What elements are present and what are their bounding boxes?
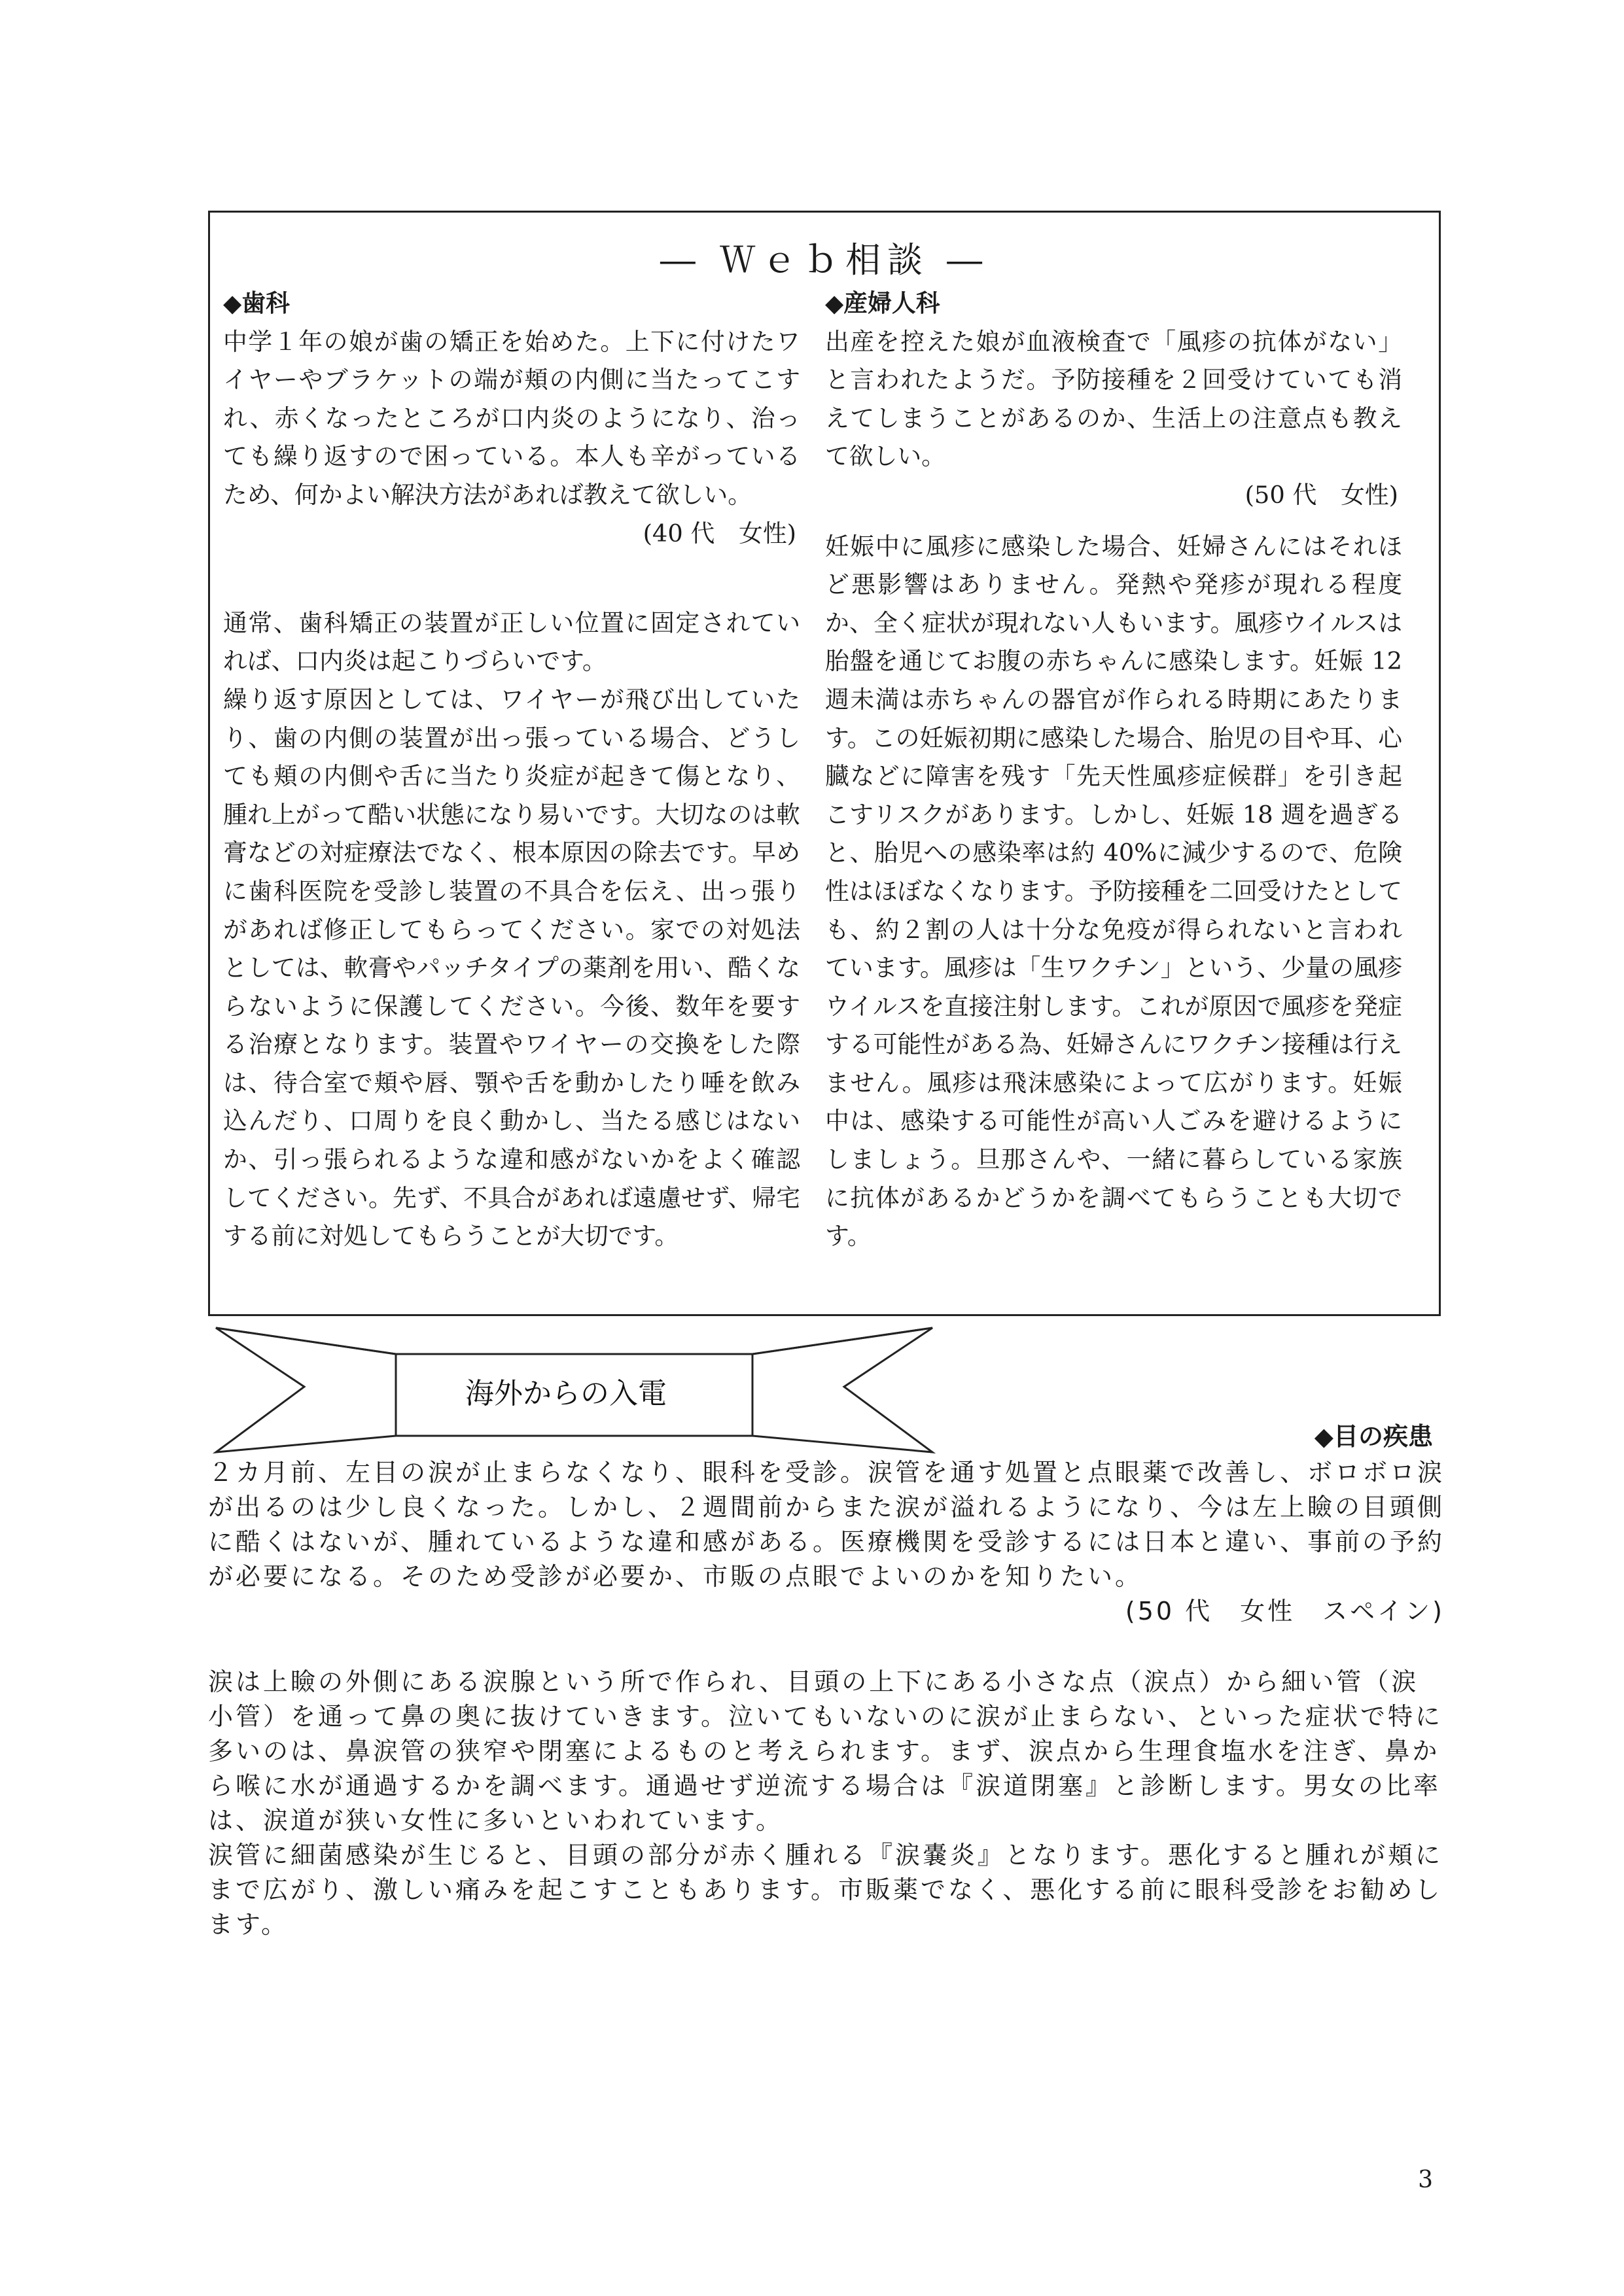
overseas-answer-p1: 涙は上瞼の外側にある涙腺という所で作られ、目頭の上下にある小さな点（涙点）から細い管（涙小管）を通って鼻の奥に抜けていきます。泣いてもいないのに涙が止まらない、といった症状で特に多いのは、鼻涙管の狭窄や閉塞によるものと考えられます。まず、涙点から生理食塩水を注ぎ、鼻から喉に水が通過するかを調べます。通過せず逆流する場合は『涙道閉塞』と診断します。男女の比率は、涙道が狭い女性に多いといわれています。 xyxy=(208,1667,1443,1835)
dental-asker: (40 代 女性) xyxy=(643,519,796,548)
ribbon-right-tail xyxy=(752,1328,932,1452)
overseas-asker: (50 代 女性 スペイン) xyxy=(1125,1597,1445,1626)
obgyn-answer: 妊娠中に風疹に感染した場合、妊婦さんにはそれほど悪影響はありません。発熱や発疹が現れる程度か、全く症状が現れない人もいます。風疹ウイルスは胎盤を通じてお腹の赤ちゃんに感染します。妊娠 12 週未満は赤ちゃんの器官が作られる時期にあたります。この妊娠初期に感染した場合、胎児の目や耳、心臓などに障害を残す「先天性風疹症候群」を引き起こすリスクがあります。しかし、妊娠 18 週を過ぎると、胎児への感染率は約 40%に減少するので、危険性はほぼなくなります。予防接種を二回受けたとしても、約２割の人は十分な免疫が得られないと言われています。風疹は「生ワクチン」という、少量の風疹ウイルスを直接注射します。これが原因で風疹を発症する可能性がある為、妊婦さんにワクチン接種は行えません。風疹は飛沫感染によって広がります。妊娠中は、感染する可能性が高い人ごみを避けるようにしましょう。旦那さんや、一緒に暮らしている家族に抗体があるかどうかを調べてもらうことも大切です。 xyxy=(825,532,1402,1251)
web-consultation-box xyxy=(208,211,1441,1316)
obgyn-heading: ◆産婦人科 xyxy=(825,289,940,317)
obgyn-column xyxy=(825,285,1402,1256)
dental-question: 中学１年の娘が歯の矯正を始めた。上下に付けたワイヤーやブラケットの端が頬の内側に当たってこすれ、赤くなったところが口内炎のようになり、治っても繰り返すので困っている。本人も辛がっているため、何かよい解決方法があれば教えて欲しい。 xyxy=(223,327,800,509)
obgyn-question: 出産を控えた娘が血液検査で「風疹の抗体がない」と言われたようだ。予防接種を２回受けていても消えてしまうことがあるのか、生活上の注意点も教えて欲しい。 xyxy=(825,327,1402,471)
overseas-question-block xyxy=(208,1455,1445,1629)
banner-label: 海外からの入電 xyxy=(465,1377,667,1410)
obgyn-asker: (50 代 女性) xyxy=(1244,480,1398,509)
overseas-answer-block xyxy=(208,1665,1445,1942)
ribbon-left-tail xyxy=(216,1328,396,1452)
overseas-answer-p2: 涙管に細菌感染が生じると、目頭の部分が赤く腫れる『涙嚢炎』となります。悪化すると腫れが頬にまで広がり、激しい痛みを起こすこともあります。市販薬でなく、悪化する前に眼科受診をお勧めします。 xyxy=(208,1841,1443,1939)
spacer xyxy=(825,515,1402,528)
overseas-question: ２カ月前、左目の涙が止まらなくなり、眼科を受診。涙管を通す処置と点眼薬で改善し、ボロボロ涙が出るのは少し良くなった。しかし、２週間前からまた涙が溢れるようになり、今は左上瞼の目頭側に酷くはないが、腫れているような違和感がある。医療機関を受診するには日本と違い、事前の予約が必要になる。そのため受診が必要か、市販の点眼でよいのかを知りたい。 xyxy=(208,1458,1445,1591)
dental-heading: ◆歯科 xyxy=(223,289,290,317)
page-number: 3 xyxy=(1418,2166,1433,2193)
section-title: ― Ｗｅｂ相談 ― xyxy=(660,239,989,281)
dental-column xyxy=(223,285,800,1256)
spacer xyxy=(223,553,800,591)
dental-answer-p2: 繰り返す原因としては、ワイヤーが飛び出していたり、歯の内側の装置が出っ張っている場合、どうしても頬の内側や舌に当たり炎症が起きて傷となり、腫れ上がって酷い状態になり易いです。大切なのは軟膏などの対症療法でなく、根本原因の除去です。早めに歯科医院を受診し装置の不具合を伝え、出っ張りがあれば修正してもらってください。家での対処法としては、軟膏やパッチタイプの薬剤を用い、酷くならないように保護してください。今後、数年を要する治療となります。装置やワイヤーの交換をした際は、待合室で頬や唇、顎や舌を動かしたり唾を飲み込んだり、口周りを良く動かし、当たる感じはないか、引っ張られるような違和感がないかをよく確認してください。先ず、不具合があれば遠慮せず、帰宅する前に対処してもらうことが大切です。 xyxy=(223,685,800,1251)
dental-answer-p1: 通常、歯科矯正の装置が正しい位置に固定されていれば、口内炎は起こりづらいです。 xyxy=(223,608,800,676)
spacer xyxy=(223,591,800,604)
eye-category-heading: ◆目の疾患 xyxy=(1314,1422,1433,1451)
